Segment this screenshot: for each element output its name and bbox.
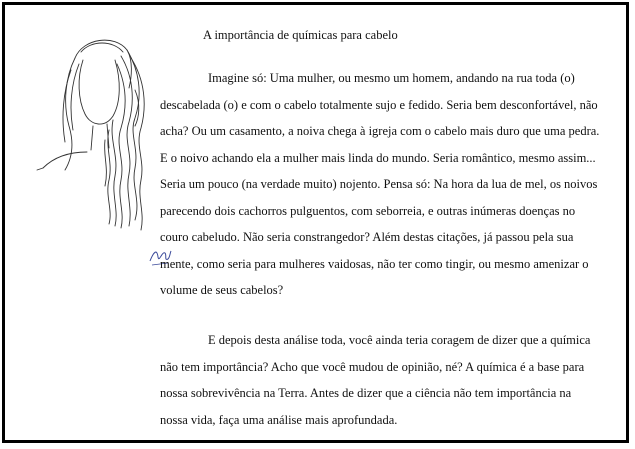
text-line: couro cabeludo. Não seria constrangedor? Além destas citações, já passou pela sua: [160, 230, 574, 244]
paragraph-2: [160, 330, 598, 436]
text-line: mente, como seria para mulheres vaidosas, não ter como tingir, ou mesmo amenizar o: [160, 256, 589, 271]
text-line: acha? Ou um casamento, a noiva chega à igreja com o cabelo mais duro que uma pedra.: [160, 124, 600, 138]
document-frame: [2, 2, 629, 443]
text-line: parecendo dois cachorros pulguentos, com seborreia, e outras inúmeras doenças no: [160, 203, 576, 218]
text-line: E depois desta análise toda, você ainda teria coragem de dizer que a química: [208, 333, 591, 347]
text-line: nossa sobrevivência na Terra. Antes de dizer que a ciência não tem importância na: [160, 386, 572, 400]
text-line: nossa vida, faça uma análise mais aprofundada.: [160, 412, 398, 427]
text-line: Seria um pouco (na verdade muito) nojento. Pensa só: Na hora da lua de mel, os noivos: [160, 177, 598, 191]
document-title: A importância de químicas para cabelo: [203, 28, 398, 42]
woman-hair-drawing: [35, 30, 150, 235]
paragraph-1: [160, 68, 598, 307]
text-line: E o noivo achando ela a mulher mais linda do mundo. Seria romântico, mesmo assim...: [160, 150, 596, 165]
text-line: volume de seus cabelos?: [160, 283, 284, 297]
text-line: Imagine só: Uma mulher, ou mesmo um homem, andando na rua toda (o): [208, 71, 575, 85]
text-line: não tem importância? Acho que você mudou de opinião, né? A química é a base para: [160, 359, 585, 374]
text-line: descabelada (o) e com o cabelo totalmente sujo e fedido. Seria bem desconfortável, não: [160, 97, 598, 112]
